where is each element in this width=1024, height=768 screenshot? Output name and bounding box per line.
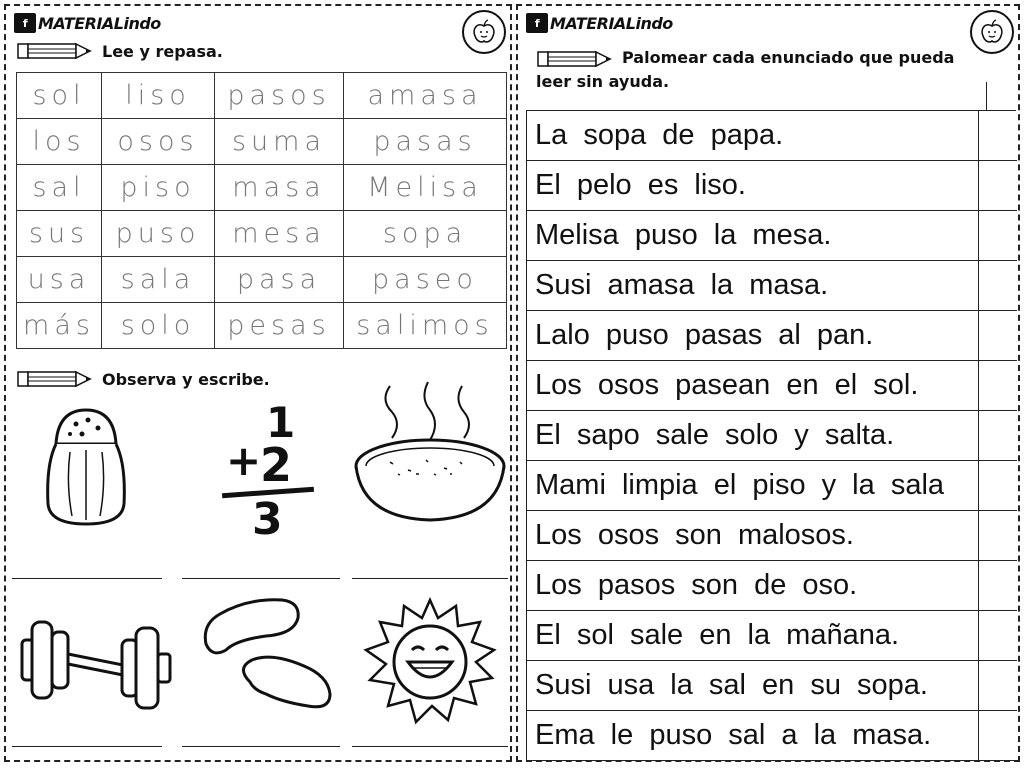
check-box[interactable] bbox=[978, 111, 1011, 160]
brand-logo bbox=[14, 10, 161, 36]
check-box[interactable] bbox=[978, 611, 1011, 660]
soup-bowl-icon bbox=[350, 378, 510, 528]
sentence-text: Susi amasa la masa. bbox=[535, 269, 829, 301]
sentence-text: Mami limpia el piso y la sala bbox=[535, 469, 945, 501]
trace-word[interactable]: más bbox=[17, 303, 102, 349]
trace-word[interactable]: sal bbox=[17, 165, 102, 211]
instruction-check-text: Palomear cada enunciado que pueda leer sin ayuda. bbox=[536, 48, 955, 91]
trace-word[interactable]: puso bbox=[102, 211, 215, 257]
sum-operator: + bbox=[226, 436, 262, 485]
sentence-text: El sapo sale solo y salta. bbox=[535, 419, 895, 451]
trace-row bbox=[17, 119, 507, 165]
instruction-check bbox=[536, 46, 976, 93]
sentence-text: Los osos son malosos. bbox=[535, 519, 854, 551]
left-worksheet bbox=[4, 4, 512, 762]
sum-addend-b: 2 bbox=[260, 438, 293, 492]
sentence-row bbox=[527, 511, 1017, 561]
sentence-text: Los osos pasean en el sol. bbox=[535, 369, 919, 401]
trace-words-table bbox=[16, 72, 507, 349]
trace-row bbox=[17, 165, 507, 211]
trace-word[interactable]: solo bbox=[102, 303, 215, 349]
check-column-top bbox=[986, 82, 987, 110]
sentence-row bbox=[527, 711, 1017, 761]
trace-word[interactable]: paseo bbox=[344, 257, 507, 303]
sentence-row bbox=[527, 211, 1017, 261]
trace-word[interactable]: Melisa bbox=[344, 165, 507, 211]
write-line[interactable] bbox=[352, 578, 508, 579]
instruction-observe-text: Observa y escribe. bbox=[102, 369, 270, 389]
sentence-text: Susi usa la sal en su sopa. bbox=[535, 669, 928, 701]
trace-row bbox=[17, 211, 507, 257]
trace-word[interactable]: los bbox=[17, 119, 102, 165]
sentence-row bbox=[527, 561, 1017, 611]
brand-name: MATERIALindo bbox=[38, 13, 161, 33]
brand-name: MATERIALindo bbox=[550, 13, 673, 33]
write-line[interactable] bbox=[182, 578, 340, 579]
sentence-row bbox=[527, 261, 1017, 311]
apple-seal-icon bbox=[462, 10, 506, 54]
trace-word[interactable]: sol bbox=[17, 73, 102, 119]
write-line[interactable] bbox=[352, 746, 508, 747]
check-box[interactable] bbox=[978, 261, 1011, 310]
trace-row bbox=[17, 73, 507, 119]
sentence-row bbox=[527, 161, 1017, 211]
trace-word[interactable]: sopa bbox=[344, 211, 507, 257]
sentence-row bbox=[527, 461, 1017, 511]
sentence-row bbox=[527, 361, 1017, 411]
trace-word[interactable]: piso bbox=[102, 165, 215, 211]
sum-picture bbox=[212, 398, 322, 544]
trace-word[interactable]: mesa bbox=[215, 211, 344, 257]
trace-word[interactable]: suma bbox=[215, 119, 344, 165]
sentence-text: Melisa puso la mesa. bbox=[535, 219, 832, 251]
dumbbell-icon bbox=[18, 610, 174, 714]
facebook-icon: f bbox=[14, 13, 36, 33]
check-box[interactable] bbox=[978, 661, 1011, 710]
trace-row bbox=[17, 303, 507, 349]
check-box[interactable] bbox=[978, 361, 1011, 410]
sentence-text: La sopa de papa. bbox=[535, 119, 784, 151]
apple-seal-icon bbox=[970, 10, 1014, 54]
footprints-icon bbox=[196, 594, 336, 714]
check-box[interactable] bbox=[978, 311, 1011, 360]
pencil-icon bbox=[16, 40, 96, 62]
trace-word[interactable]: pasa bbox=[215, 257, 344, 303]
sun-icon bbox=[360, 596, 500, 728]
check-box[interactable] bbox=[978, 211, 1011, 260]
sum-result: 3 bbox=[252, 494, 283, 545]
trace-word[interactable]: amasa bbox=[344, 73, 507, 119]
pencil-icon bbox=[536, 48, 616, 70]
sentence-row bbox=[527, 111, 1017, 161]
trace-word[interactable]: liso bbox=[102, 73, 215, 119]
trace-word[interactable]: pasas bbox=[344, 119, 507, 165]
check-box[interactable] bbox=[978, 411, 1011, 460]
sentence-text: Lalo puso pasas al pan. bbox=[535, 319, 874, 351]
trace-word[interactable]: osos bbox=[102, 119, 215, 165]
check-box[interactable] bbox=[978, 461, 1011, 510]
brand-logo bbox=[526, 10, 673, 36]
trace-word[interactable]: pasos bbox=[215, 73, 344, 119]
trace-word[interactable]: sus bbox=[17, 211, 102, 257]
trace-word[interactable]: salimos bbox=[344, 303, 507, 349]
sentence-text: Los pasos son de oso. bbox=[535, 569, 858, 601]
trace-word[interactable]: usa bbox=[17, 257, 102, 303]
instruction-trace-text: Lee y repasa. bbox=[102, 41, 223, 61]
pencil-icon bbox=[16, 368, 96, 390]
sentence-text: El sol sale en la mañana. bbox=[535, 619, 900, 651]
check-box[interactable] bbox=[978, 561, 1011, 610]
check-box[interactable] bbox=[978, 711, 1011, 760]
sentence-row bbox=[527, 611, 1017, 661]
trace-word[interactable]: masa bbox=[215, 165, 344, 211]
trace-word[interactable]: sala bbox=[102, 257, 215, 303]
facebook-icon: f bbox=[526, 13, 548, 33]
instruction-trace bbox=[16, 40, 223, 62]
sentence-text: El pelo es liso. bbox=[535, 169, 746, 201]
trace-row bbox=[17, 257, 507, 303]
sentences-table bbox=[526, 110, 1016, 760]
write-line[interactable] bbox=[12, 578, 162, 579]
write-line[interactable] bbox=[12, 746, 162, 747]
check-box[interactable] bbox=[978, 161, 1011, 210]
sentence-row bbox=[527, 311, 1017, 361]
write-line[interactable] bbox=[182, 746, 340, 747]
sentence-row bbox=[527, 411, 1017, 461]
check-box[interactable] bbox=[978, 511, 1011, 560]
instruction-observe bbox=[16, 368, 270, 390]
trace-word[interactable]: pesas bbox=[215, 303, 344, 349]
sentence-text: Ema le puso sal a la masa. bbox=[535, 719, 932, 751]
right-worksheet bbox=[516, 4, 1020, 762]
sum-addend-a: 1 bbox=[266, 398, 296, 447]
salt-shaker-icon bbox=[36, 404, 136, 530]
sentence-row bbox=[527, 661, 1017, 711]
